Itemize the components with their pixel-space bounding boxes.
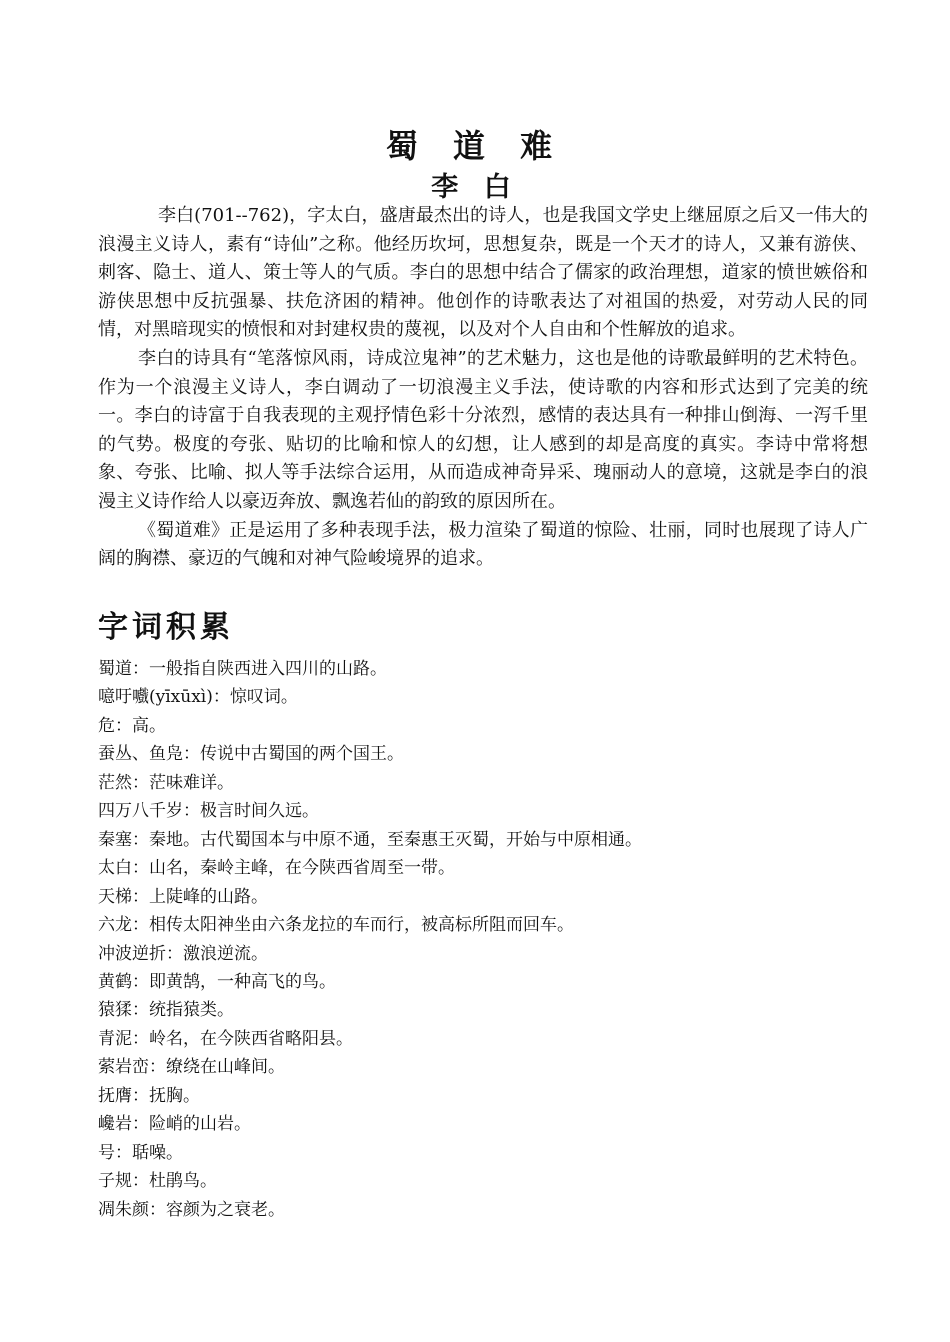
poem-author: 李 白 xyxy=(431,172,519,203)
vocab-item: 天梯：上陡峰的山路。 xyxy=(98,886,268,907)
vocab-item: 萦岩峦：缭绕在山峰间。 xyxy=(98,1057,285,1078)
vocab-section-heading: 字词积累 xyxy=(98,610,234,645)
vocab-list xyxy=(98,655,878,1224)
vocab-item: 秦塞：秦地。古代蜀国本与中原不通，至秦惠王灭蜀，开始与中原相通。 xyxy=(98,829,642,850)
intro-paragraph: 《蜀道难》正是运用了多种表现手法，极力渲染了蜀道的惊险、壮丽，同时也展现了诗人广阔的胸襟、豪迈的气魄和对神气险峻境界的追求。 xyxy=(98,519,868,570)
vocab-item: 蜀道：一般指自陕西进入四川的山路。 xyxy=(98,659,387,679)
vocab-item: 茫然：茫味难详。 xyxy=(98,772,234,793)
author-introduction xyxy=(98,202,868,574)
vocab-item: 号：聒噪。 xyxy=(98,1142,183,1163)
vocab-item: 凋朱颜：容颜为之衰老。 xyxy=(98,1199,285,1220)
vocab-item: 猿猱：统指猿类。 xyxy=(98,1000,234,1021)
vocab-item: 危：高。 xyxy=(98,715,166,736)
vocab-item: 黄鹤：即黄鹄，一种高飞的鸟。 xyxy=(98,971,336,992)
vocab-item: 太白：山名，秦岭主峰，在今陕西省周至一带。 xyxy=(98,858,455,879)
vocab-item: 四万八千岁：极言时间久远。 xyxy=(98,801,319,822)
vocab-item: 六龙：相传太阳神坐由六条龙拉的车而行，被高标所阻而回车。 xyxy=(98,915,574,936)
vocab-item: 子规：杜鹃鸟。 xyxy=(98,1171,217,1192)
vocab-item: 抚膺：抚胸。 xyxy=(98,1085,200,1106)
vocab-item: 冲波逆折：激浪逆流。 xyxy=(98,943,268,964)
poem-title: 蜀 道 难 xyxy=(385,127,565,165)
vocab-item: 青泥：岭名，在今陕西省略阳县。 xyxy=(98,1028,353,1049)
vocab-item: 蚕丛、鱼凫：传说中古蜀国的两个国王。 xyxy=(98,744,404,765)
vocab-item: 巉岩：险峭的山岩。 xyxy=(98,1114,251,1135)
intro-paragraph: 李白的诗具有“笔落惊风雨，诗成泣鬼神”的艺术魅力，这也是他的诗歌最鲜明的艺术特色。作为一个浪漫主义诗人，李白调动了一切浪漫主义手法，使诗歌的内容和形式达到了完美的统一。李白的诗富于自我表现的主观抒情色彩十分浓烈，感情的表达具有一种排山倒海、一泻千里的气势。极度的夸张、贴切的比喻和惊人的幻想，让人感到的却是高度的真实。李诗中常将想象、夸张、比喻、拟人等手法综合运用，从而造成神奇异采、瑰丽动人的意境，这就是李白的浪漫主义诗作给人以豪迈奔放、飘逸若仙的韵致的原因所在。 xyxy=(98,347,868,512)
vocab-item: 噫吁嚱(yīxūxì)：惊叹词。 xyxy=(98,687,298,708)
intro-paragraph: 李白(701--762)，字太白，盛唐最杰出的诗人，也是我国文学史上继屈原之后又一伟大的浪漫主义诗人，素有“诗仙”之称。他经历坎坷，思想复杂，既是一个天才的诗人，又兼有游侠、刺客、隐士、道人、策士等人的气质。李白的思想中结合了儒家的政治理想，道家的愤世嫉俗和游侠思想中反抗强暴、扶危济困的精神。他创作的诗歌表达了对祖国的热爱，对劳动人民的同情，对黑暗现实的愤恨和对封建权贵的蔑视，以及对个人自由和个性解放的追求。 xyxy=(98,205,868,341)
